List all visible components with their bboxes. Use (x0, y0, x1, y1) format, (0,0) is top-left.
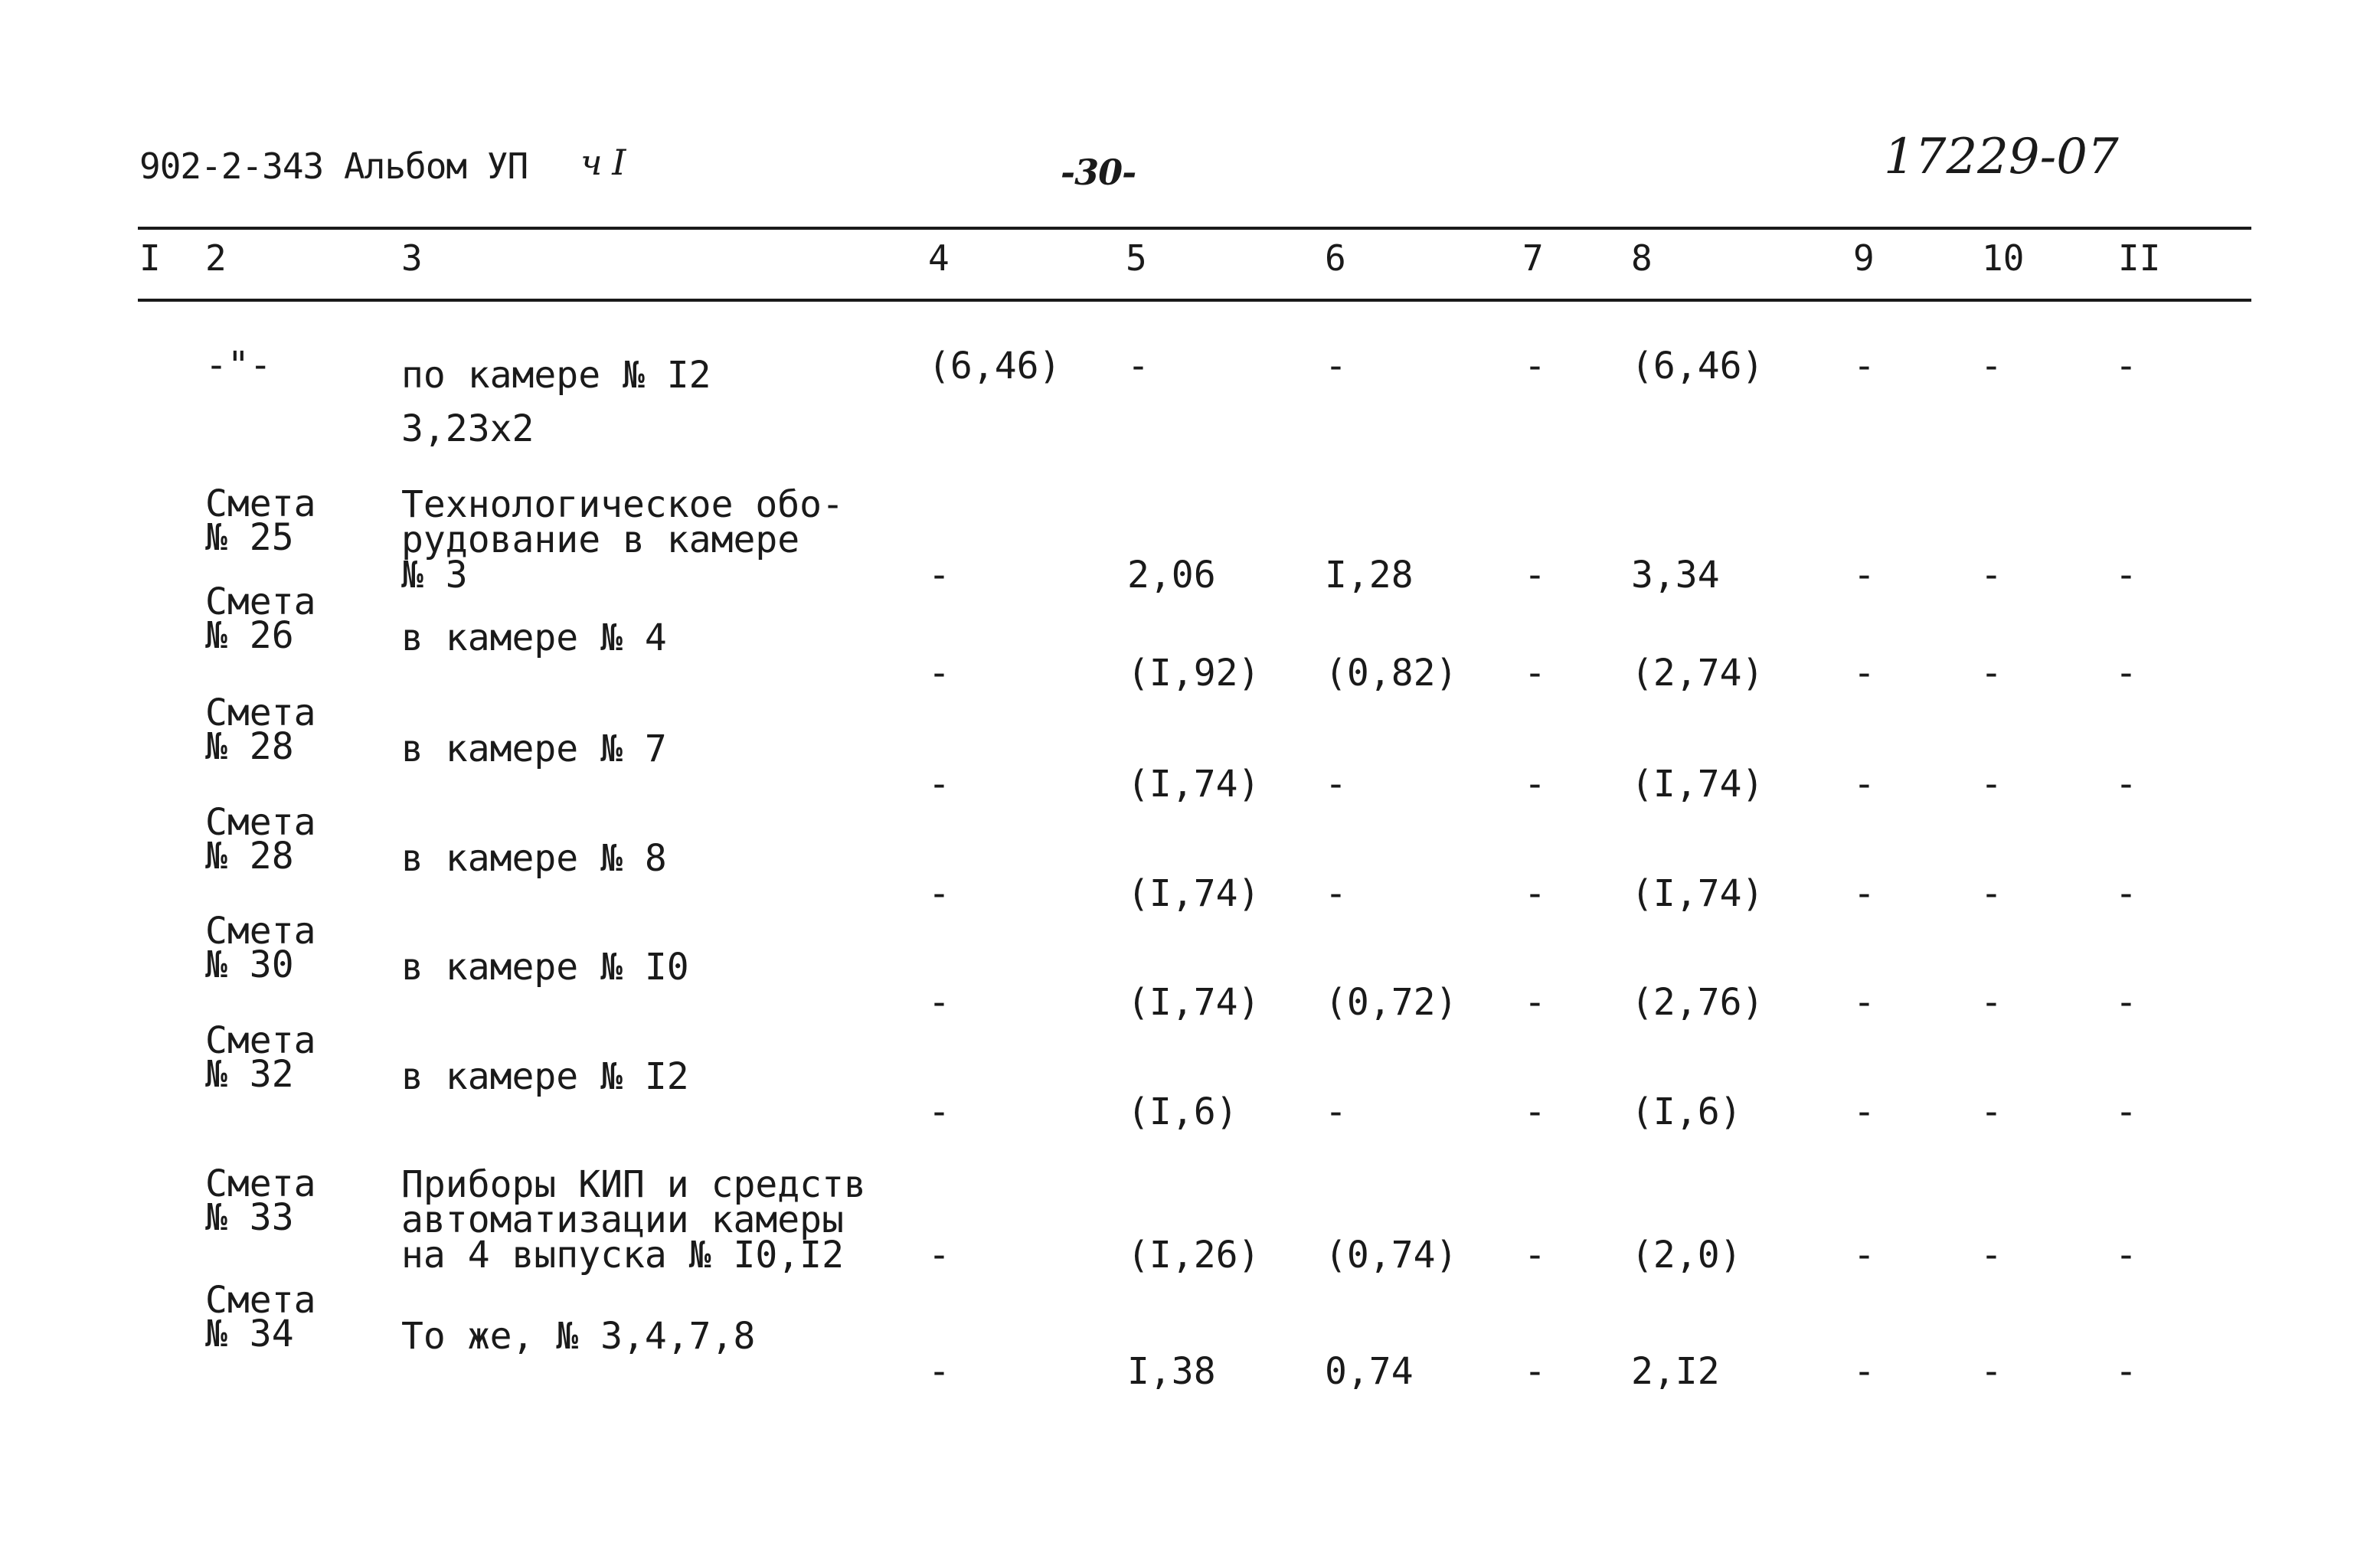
estimate-code-line: № 30 (205, 943, 294, 986)
column-number-2: 2 (205, 237, 227, 279)
cell-col-8: (2,76) (1631, 981, 1764, 1024)
item-description-line: Технологическое обо- (401, 483, 844, 526)
cell-col-5: (I,26) (1127, 1234, 1260, 1277)
cell-col-4: - (928, 763, 950, 806)
estimate-code-line: -"- (205, 344, 272, 387)
cell-col-10: - (1980, 872, 2002, 915)
cell-col-4: - (928, 652, 950, 695)
cell-col-5: I,38 (1127, 1350, 1216, 1393)
cell-col-4: - (928, 1234, 950, 1277)
cell-col-11: - (2115, 652, 2137, 695)
item-description (401, 483, 844, 597)
item-description-line: в камере № 7 (401, 727, 667, 770)
column-number-7: 7 (1522, 237, 1544, 279)
cell-col-6: - (1325, 872, 1347, 915)
cell-col-6: (0,72) (1325, 981, 1458, 1024)
item-description (401, 1055, 689, 1098)
cell-col-10: - (1980, 763, 2002, 806)
estimate-code-line: № 33 (205, 1196, 294, 1239)
cell-col-9: - (1853, 652, 1875, 695)
estimate-code-line: Смета (205, 1279, 316, 1322)
cell-col-4: - (928, 981, 950, 1024)
cell-col-8: 2,I2 (1631, 1350, 1720, 1393)
table-header-rule (138, 299, 2251, 302)
item-description-line: на 4 выпуска № I0,I2 (401, 1234, 844, 1277)
column-number-6: 6 (1325, 237, 1346, 279)
cell-col-9: - (1853, 763, 1875, 806)
item-description-line: в камере № I0 (401, 946, 689, 989)
estimate-code (205, 910, 316, 986)
cell-col-10: - (1980, 652, 2002, 695)
cell-col-4: - (928, 872, 950, 915)
cell-col-7: - (1524, 981, 1546, 1024)
cell-col-6: I,28 (1325, 554, 1414, 597)
cell-col-11: - (2115, 1234, 2137, 1277)
cell-col-5: (I,92) (1127, 652, 1260, 695)
estimate-code (205, 1279, 316, 1355)
estimate-code (205, 344, 272, 387)
cell-col-6: (0,82) (1325, 652, 1458, 695)
column-number-5: 5 (1126, 237, 1147, 279)
cell-col-9: - (1853, 872, 1875, 915)
cell-col-7: - (1524, 1350, 1546, 1393)
column-number-3: 3 (401, 237, 423, 279)
cell-col-11: - (2115, 981, 2137, 1024)
estimate-code (205, 801, 316, 878)
cell-col-11: - (2115, 345, 2137, 387)
cell-col-8: (I,74) (1631, 872, 1764, 915)
inventory-number: 17229-07 (1884, 129, 2119, 185)
cell-col-4: - (928, 1350, 950, 1393)
cell-col-10: - (1980, 1234, 2002, 1277)
estimate-code-line: Смета (205, 1019, 316, 1062)
estimate-code (205, 1019, 316, 1096)
item-description-line: в камере № 4 (401, 616, 667, 659)
cell-col-7: - (1524, 1090, 1546, 1133)
estimate-code (205, 1162, 316, 1239)
column-number-9: 9 (1853, 237, 1875, 279)
item-description-line: автоматизации камеры (401, 1198, 844, 1241)
item-description (401, 1315, 756, 1358)
estimate-code (205, 691, 316, 768)
cell-col-8: (2,74) (1631, 652, 1764, 695)
estimate-code-line: № 25 (205, 516, 294, 559)
cell-col-9: - (1853, 1234, 1875, 1277)
cell-col-5: (I,6) (1127, 1090, 1238, 1133)
cell-col-10: - (1980, 345, 2002, 387)
column-number-10: 10 (1982, 237, 2025, 279)
cell-col-11: - (2115, 554, 2137, 597)
cell-col-8: (I,6) (1631, 1090, 1742, 1133)
estimate-code-line: Смета (205, 482, 316, 525)
cell-col-6: (0,74) (1325, 1234, 1458, 1277)
estimate-code-line: Смета (205, 580, 316, 623)
item-description (401, 1163, 866, 1277)
cell-col-8: (I,74) (1631, 763, 1764, 806)
estimate-code-line: № 26 (205, 614, 294, 657)
cell-col-5: (I,74) (1127, 981, 1260, 1024)
item-description (401, 616, 667, 659)
cell-col-8: (2,0) (1631, 1234, 1742, 1277)
cell-col-4: (6,46) (928, 345, 1061, 387)
estimate-code-line: № 28 (205, 725, 294, 768)
cell-col-10: - (1980, 1350, 2002, 1393)
estimate-code-line: № 32 (205, 1053, 294, 1096)
table-top-rule (138, 227, 2251, 230)
item-description (401, 837, 667, 880)
cell-col-5: (I,74) (1127, 763, 1260, 806)
cell-col-8: 3,34 (1631, 554, 1720, 597)
album-part: ч I (580, 142, 626, 183)
item-description-line: по камере № I2 (401, 354, 711, 397)
cell-col-11: - (2115, 1090, 2137, 1133)
cell-col-4: - (928, 1090, 950, 1133)
estimate-code-line: Смета (205, 801, 316, 844)
estimate-code (205, 580, 316, 657)
page-number: -30- (1061, 152, 1136, 193)
item-description-line: Приборы КИП и средств (401, 1163, 866, 1206)
item-description-line: То же, № 3,4,7,8 (401, 1315, 756, 1358)
item-description (401, 348, 711, 456)
estimate-code-line: Смета (205, 1162, 316, 1205)
cell-col-6: - (1325, 345, 1347, 387)
cell-col-11: - (2115, 1350, 2137, 1393)
cell-col-11: - (2115, 872, 2137, 915)
cell-col-4: - (928, 554, 950, 597)
estimate-code-line: № 28 (205, 835, 294, 878)
cell-col-10: - (1980, 981, 2002, 1024)
item-description (401, 727, 667, 770)
estimate-code-line: № 34 (205, 1313, 294, 1355)
item-description-line: № 3 (401, 554, 468, 597)
cell-col-7: - (1524, 554, 1546, 597)
item-description-line: рудование в камере (401, 518, 800, 561)
cell-col-7: - (1524, 1234, 1546, 1277)
cell-col-6: 0,74 (1325, 1350, 1414, 1393)
cell-col-7: - (1524, 345, 1546, 387)
cell-col-9: - (1853, 345, 1875, 387)
cell-col-9: - (1853, 981, 1875, 1024)
cell-col-9: - (1853, 1090, 1875, 1133)
cell-col-6: - (1325, 1090, 1347, 1133)
estimate-code-line: Смета (205, 910, 316, 953)
cell-col-5: 2,06 (1127, 554, 1216, 597)
cell-col-10: - (1980, 554, 2002, 597)
document-reference: 902-2-343 Альбом УП (139, 145, 528, 187)
cell-col-5: - (1127, 345, 1149, 387)
cell-col-10: - (1980, 1090, 2002, 1133)
cell-col-8: (6,46) (1631, 345, 1764, 387)
item-description-line: в камере № 8 (401, 837, 667, 880)
cell-col-11: - (2115, 763, 2137, 806)
item-description-line: 3,23х2 (401, 407, 535, 450)
cell-col-9: - (1853, 1350, 1875, 1393)
item-description-line: в камере № I2 (401, 1055, 689, 1098)
column-number-8: 8 (1631, 237, 1653, 279)
estimate-code-line: Смета (205, 691, 316, 734)
column-number-11: II (2118, 237, 2161, 279)
cell-col-7: - (1524, 872, 1546, 915)
item-description (401, 946, 689, 989)
column-number-4: 4 (928, 237, 950, 279)
cell-col-9: - (1853, 554, 1875, 597)
column-number-1: I (139, 237, 161, 279)
cell-col-7: - (1524, 652, 1546, 695)
cell-col-6: - (1325, 763, 1347, 806)
cell-col-5: (I,74) (1127, 872, 1260, 915)
estimate-code (205, 482, 316, 559)
cell-col-7: - (1524, 763, 1546, 806)
